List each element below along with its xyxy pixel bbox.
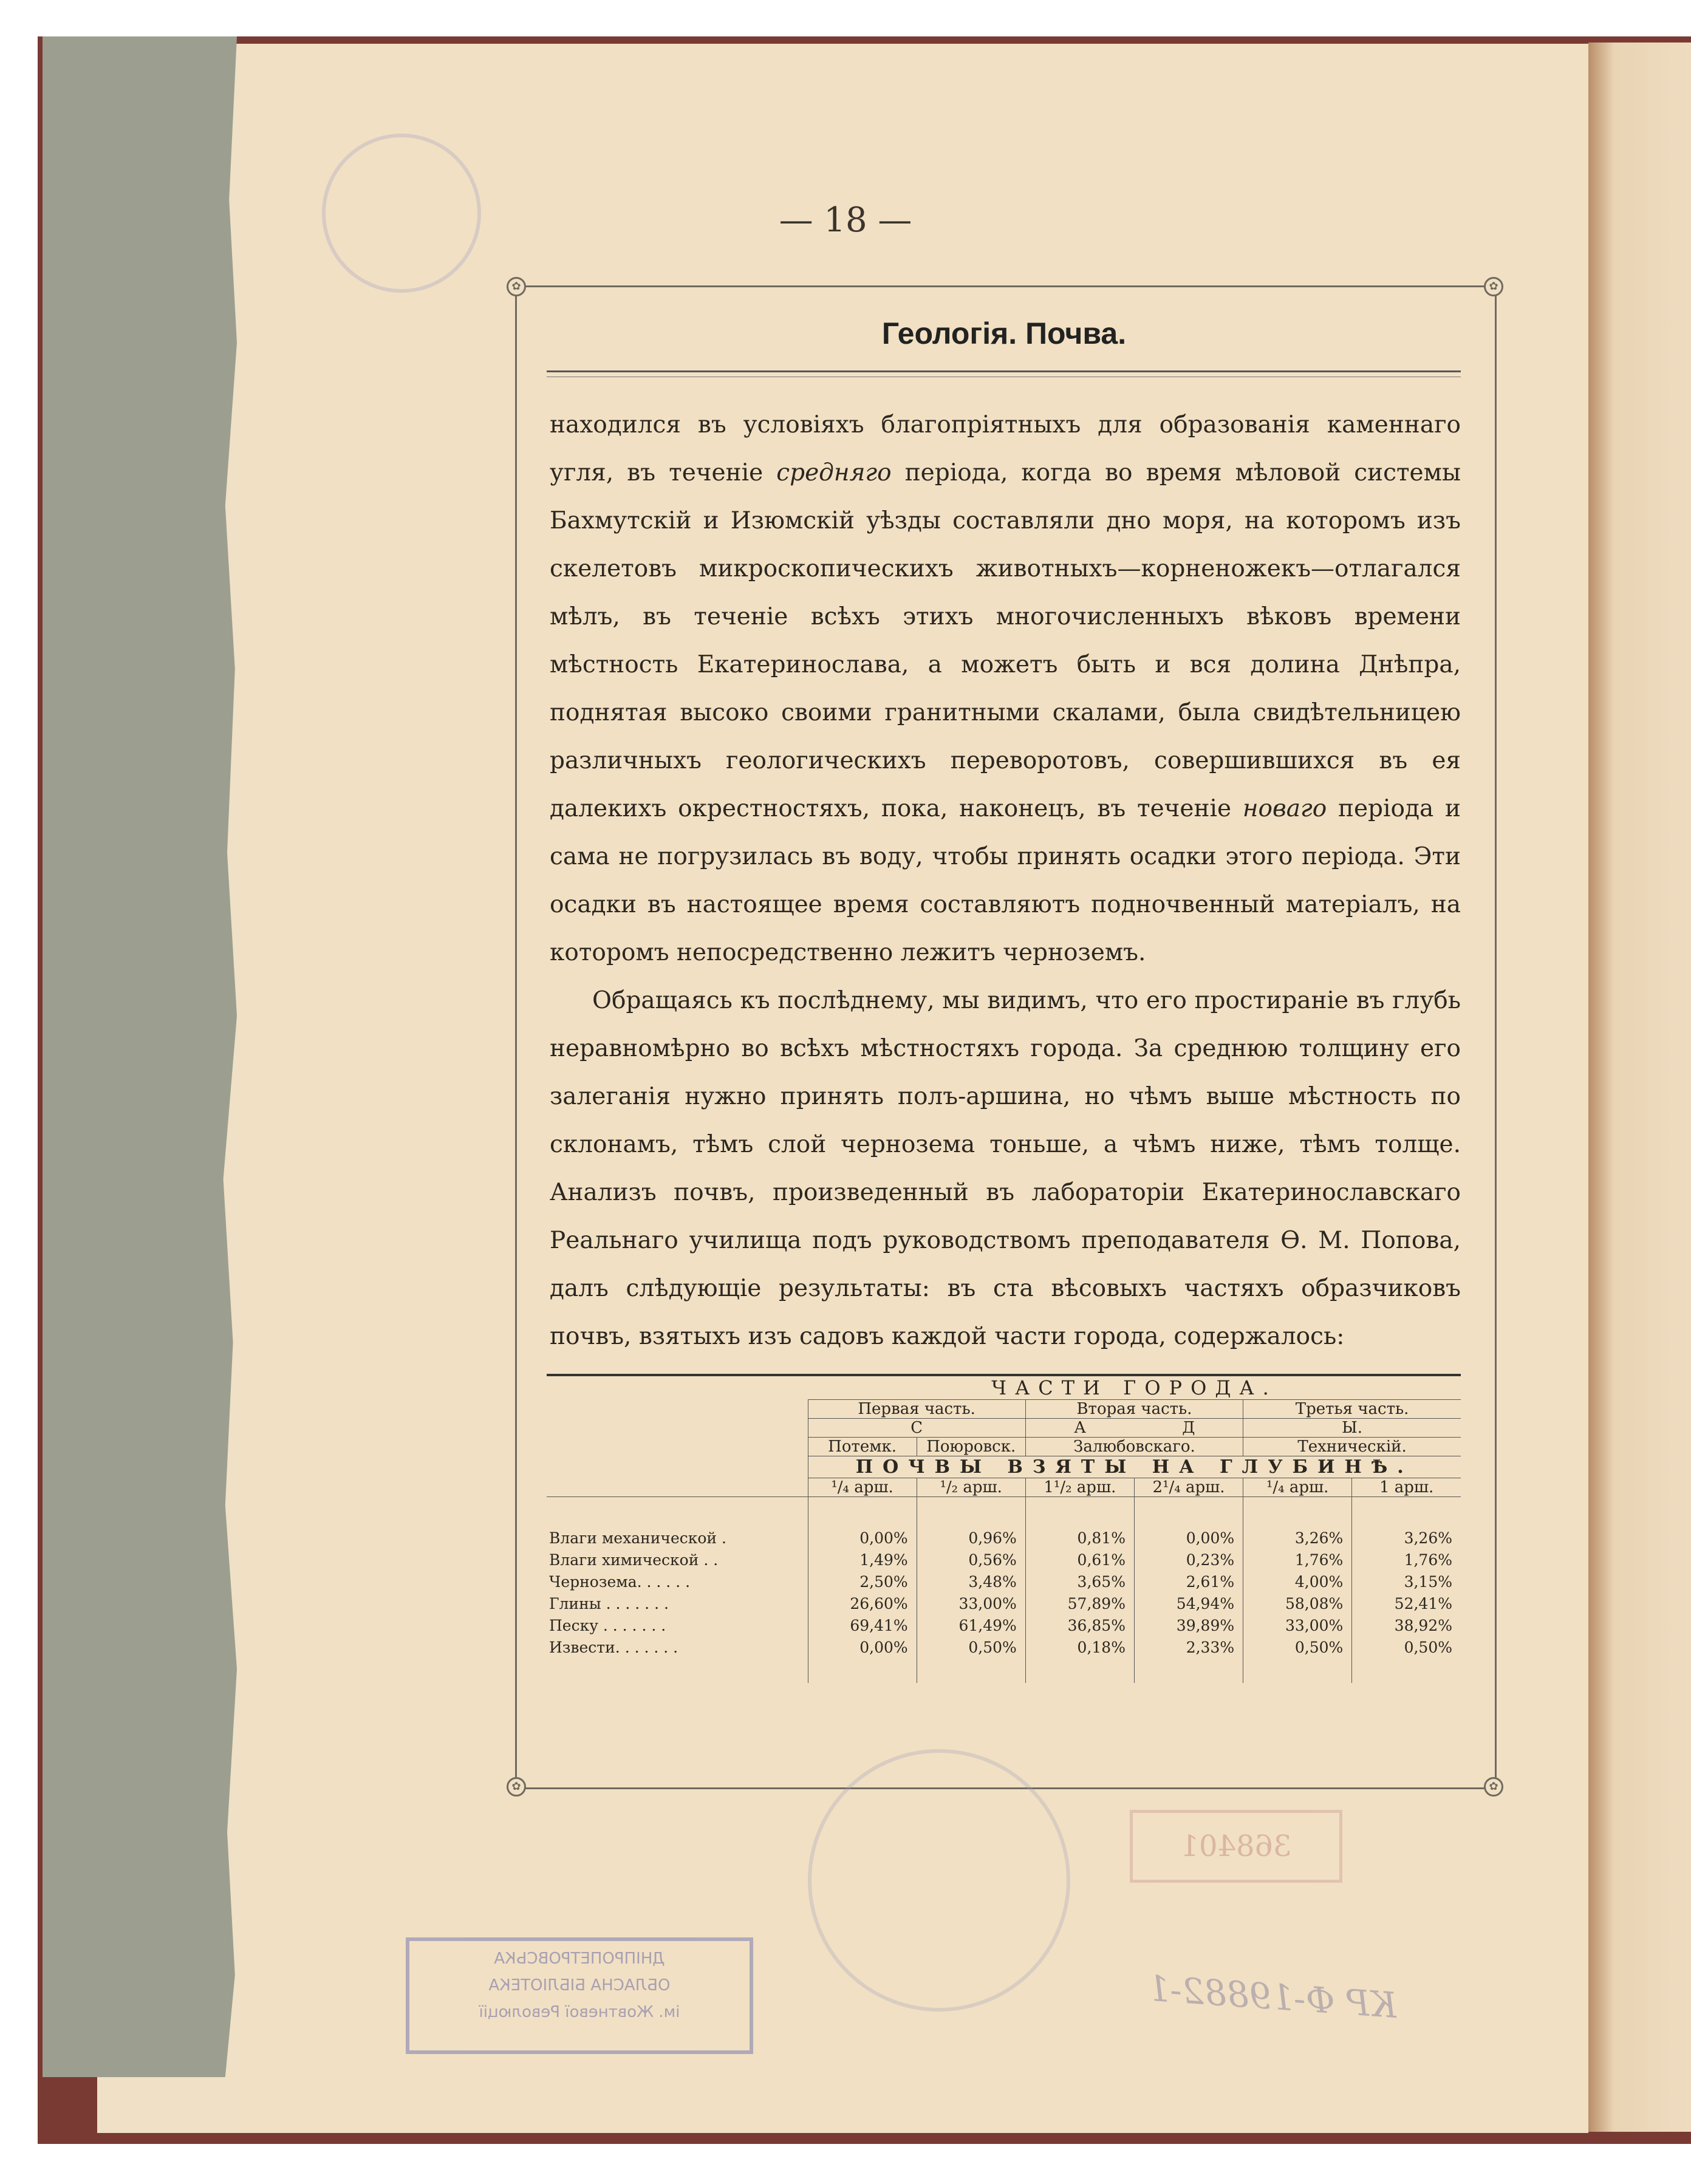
table-cell: 0,00% <box>808 1637 917 1659</box>
table-cell: 0,00% <box>1134 1527 1243 1549</box>
table-title: ЧАСТИ ГОРОДА. <box>808 1375 1461 1400</box>
page-number: — 18 — <box>779 200 912 240</box>
italic-word: новаго <box>1242 795 1327 822</box>
paragraph-1: находился въ условіяхъ благопріятныхъ для образованія каменнаго угля, въ теченіе средняго періода, когда во время мѣловой системы Бахмутскій и Изюмскій уѣзды составляли дно моря, на которомъ изъ скелетовъ микроскопическихъ животныхъ—корненожекъ—отлагался мѣлъ, въ теченіе всѣхъ этихъ многочисленныхъ вѣковъ времени мѣстность Екатеринослава, а можетъ быть и вся долина Днѣпра, поднятая высоко своими гранитными скалами, была свидѣтельницею различныхъ геологическихъ переворотовъ, совершившихся въ ея далекихъ окрестностяхъ, пока, наконецъ, въ теченіе новаго періода и сама не погрузилась въ воду, чтобы принять осадки этого періода. Эти осадки въ настоящее время составляютъ подночвенный матеріалъ, на которомъ непосредственно лежитъ черноземъ. <box>550 411 1461 966</box>
row-label: Чернозема. . . . . . <box>549 1573 691 1591</box>
table-cell: 1,76% <box>1243 1549 1352 1571</box>
table-cell: 3,26% <box>1243 1527 1352 1549</box>
table-cell: 36,85% <box>1025 1615 1134 1637</box>
gardens-letter: Д <box>1134 1419 1243 1438</box>
garden-name: Техническій. <box>1243 1438 1461 1456</box>
part-header: Третья часть. <box>1243 1400 1461 1419</box>
gardens-letter: А <box>1025 1419 1134 1438</box>
table-cell: 54,94% <box>1134 1593 1243 1615</box>
depth-title: ПОЧВЫ ВЗЯТЫ НА ГЛУБИНѢ. <box>808 1456 1461 1478</box>
depth-header: 1¹/₂ арш. <box>1025 1478 1134 1497</box>
table-row <box>547 1615 1461 1637</box>
garden-name: Залюбовскаго. <box>1025 1438 1243 1456</box>
faded-round-stamp <box>808 1749 1070 2012</box>
table-cell: 1,49% <box>808 1549 917 1571</box>
table-cell: 0,00% <box>808 1527 917 1549</box>
part-header: Первая часть. <box>808 1400 1025 1419</box>
frame-corner-ornament: ✿ <box>507 1777 526 1797</box>
table-row <box>547 1637 1461 1659</box>
library-stamp-line: ім. Жовтневої Революції <box>479 2003 680 2021</box>
table-row <box>547 1593 1461 1615</box>
paragraph-2: Обращаясь къ послѣднему, мы видимъ, что его простираніе въ глубь неравномѣрно во всѣхъ мѣстностяхъ города. За среднюю толщину его залеганія нужно принять полъ-аршина, но чѣмъ выше мѣстность по склонамъ, тѣмъ слой чернозема тоньше, а чѣмъ ниже, тѣмъ толще. Анализъ почвъ, произведенный въ лабораторіи Екатеринославскаго Реальнаго училища подъ руководствомъ преподавателя Ѳ. М. Попова, далъ слѣдующіе результаты: въ ста вѣсовыхъ частяхъ образчиковъ почвъ, взятыхъ изъ садовъ каждой части города, содержалось: <box>550 987 1461 1350</box>
table-cell: 3,48% <box>917 1571 1025 1593</box>
italic-word: средняго <box>776 459 892 486</box>
table-cell: 0,81% <box>1025 1527 1134 1549</box>
table-cell: 1,76% <box>1352 1549 1461 1571</box>
table-cell: 33,00% <box>1243 1615 1352 1637</box>
depth-header: ¹/₄ арш. <box>1243 1478 1352 1497</box>
table-cell: 3,15% <box>1352 1571 1461 1593</box>
table-cell: 0,50% <box>1352 1637 1461 1659</box>
table-row <box>547 1571 1461 1593</box>
row-label: Влаги механической . <box>549 1529 726 1547</box>
table-cell: 0,50% <box>1243 1637 1352 1659</box>
table-cell: 26,60% <box>808 1593 917 1615</box>
garden-name: Поюровск. <box>917 1438 1025 1456</box>
table-cell: 0,61% <box>1025 1549 1134 1571</box>
depth-header: ¹/₄ арш. <box>808 1478 917 1497</box>
table-cell: 3,65% <box>1025 1571 1134 1593</box>
table-cell: 0,50% <box>917 1637 1025 1659</box>
depth-header: ¹/₂ арш. <box>917 1478 1025 1497</box>
garden-name: Потемк. <box>808 1438 917 1456</box>
table-cell: 4,00% <box>1243 1571 1352 1593</box>
table-cell: 2,33% <box>1134 1637 1243 1659</box>
frame-corner-ornament: ✿ <box>1484 1777 1503 1797</box>
row-label: Извести. . . . . . . <box>549 1639 678 1656</box>
table-cell: 58,08% <box>1243 1593 1352 1615</box>
table-cell: 33,00% <box>917 1593 1025 1615</box>
library-stamp-line: ДНІПРОПЕТРОВСЬКА <box>494 1950 665 1968</box>
table-cell: 0,56% <box>917 1549 1025 1571</box>
running-header: Геологія. Почва. <box>881 316 1127 350</box>
row-label: Влаги химической . . <box>549 1551 719 1569</box>
table-row <box>547 1527 1461 1549</box>
table-cell: 2,50% <box>808 1571 917 1593</box>
gardens-letter: С <box>808 1419 1025 1438</box>
table-cell: 61,49% <box>917 1615 1025 1637</box>
accession-stamp: 368401 <box>1130 1810 1342 1883</box>
header-rule <box>547 370 1461 372</box>
gardens-letter: Ы. <box>1243 1419 1461 1438</box>
library-stamp <box>406 1937 753 2054</box>
frame-corner-ornament: ✿ <box>507 277 526 296</box>
table-cell: 0,23% <box>1134 1549 1243 1571</box>
table-cell: 52,41% <box>1352 1593 1461 1615</box>
row-label: Глины . . . . . . . <box>549 1595 669 1612</box>
soil-analysis-table <box>547 1374 1461 1683</box>
part-header: Вторая часть. <box>1025 1400 1243 1419</box>
body-text <box>550 401 1461 1360</box>
table-cell: 39,89% <box>1134 1615 1243 1637</box>
table-cell: 2,61% <box>1134 1571 1243 1593</box>
table-cell: 38,92% <box>1352 1615 1461 1637</box>
next-page-edge <box>1588 43 1691 2132</box>
table-cell: 57,89% <box>1025 1593 1134 1615</box>
row-label: Песку . . . . . . . <box>549 1617 666 1634</box>
library-stamp-line: ОБЛАСНА БІБЛІОТЕКА <box>488 1976 671 1995</box>
depth-header: 1 арш. <box>1352 1478 1461 1497</box>
inventory-number: КР Ф-19882-1 <box>1146 1967 1399 2027</box>
depth-header: 2¹/₄ арш. <box>1134 1478 1243 1497</box>
table-row <box>547 1549 1461 1571</box>
table-cell: 0,18% <box>1025 1637 1134 1659</box>
table-cell: 0,96% <box>917 1527 1025 1549</box>
table-cell: 3,26% <box>1352 1527 1461 1549</box>
frame-corner-ornament: ✿ <box>1484 277 1503 296</box>
table-cell: 69,41% <box>808 1615 917 1637</box>
table-body <box>547 1527 1461 1659</box>
torn-paper-strip <box>43 36 237 2077</box>
